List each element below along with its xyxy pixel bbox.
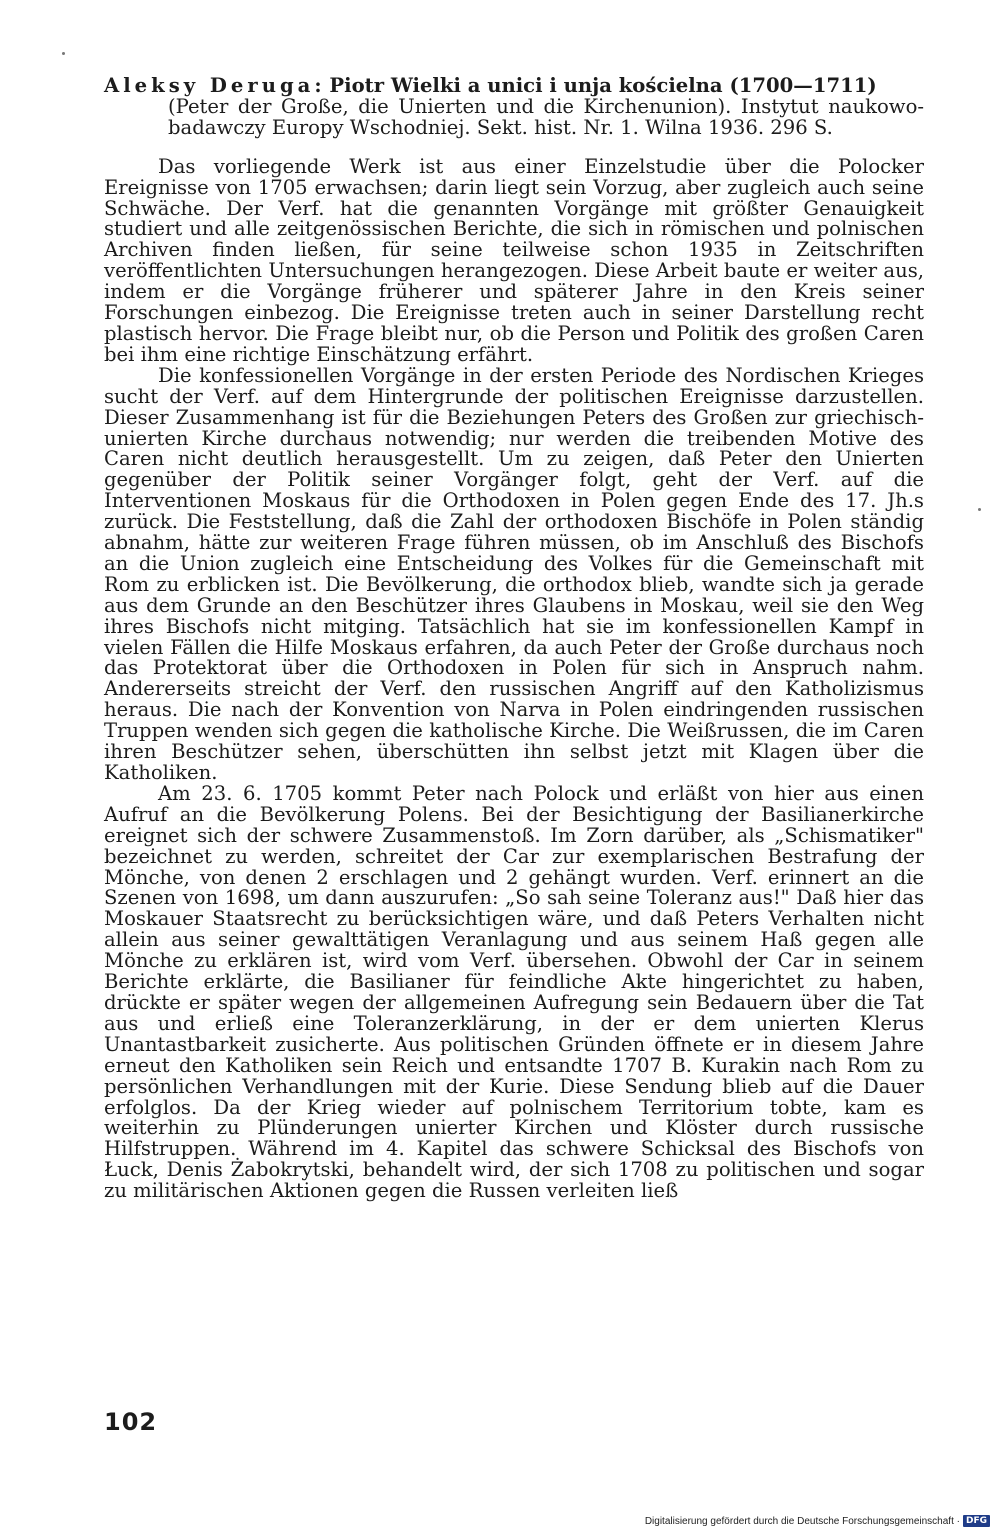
- page-content: [104, 76, 924, 1202]
- scan-speck: [978, 508, 981, 511]
- paragraph-1: Das vorliegende Werk ist aus einer Einzelstudie über die Polocker Ereignisse von 1705 erwachsen; darin liegt sein Vorzug, aber zugleich auch seine Schwäche. Der Verf. hat die genannten Vorgänge mit größter Genauigkeit studiert und alle zeitgenössischen Berichte, die sich in römischen und polnischen Archiven finden ließen, für seine teilweise schon 1935 in Zeitschriften veröffentlichten Untersuchungen herangezogen. Diese Arbeit baute er weiter aus, indem er die Vorgänge früherer und späterer Jahre in den Kreis seiner Forschungen einbezog. Die Ereignisse treten auch in seiner Darstellung recht plastisch hervor. Die Frage bleibt nur, ob die Person und Politik des großen Caren bei ihm eine richtige Einschätzung erfährt.: [104, 154, 924, 366]
- book-author-name: Aleksy Deruga: [104, 74, 315, 97]
- page-number: 102: [104, 1408, 158, 1436]
- book-author: Aleksy Deruga:: [104, 74, 323, 97]
- dfg-logo-icon: DFG: [963, 1515, 990, 1527]
- book-details: (Peter der Große, die Unierten und die Kirchenunion). Instytut naukowo-badawczy Europy Wschodniej. Sekt. hist. Nr. 1. Wilna 1936. 296 S.: [168, 94, 924, 139]
- paragraph-3: Am 23. 6. 1705 kommt Peter nach Polock und erläßt von hier aus einen Aufruf an die Bevölkerung Polens. Bei der Besichtigung der Basilianerkirche ereignet sich der schwere Zusammenstoß. Im Zorn darüber, als „Schismatiker" bezeichnet zu werden, schreitet der Car zur exemplarischen Bestrafung der Mönche, von denen 2 erschlagen und 2 gehängt wurden. Verf. erinnert an die Szenen von 1698, um dann auszurufen: „So sah seine Toleranz aus!" Daß hier das Moskauer Staatsrecht zu berücksichtigen wäre, und daß Peters Verhalten nicht allein aus seiner gewalttätigen Veranlagung und aus seinem Haß gegen alle Mönche zu erklären ist, wird vom Verf. übersehen. Obwohl der Car in seinem Berichte erklärte, die Basilianer für feindliche Akte hingerichtet zu haben, drückte er später wegen der allgemeinen Aufregung sein Bedauern über die Tat aus und erließ eine Toleranzerklärung, in der er dem unierten Klerus Unantastbarkeit zusicherte. Aus politischen Gründen öffnete er in diesem Jahre erneut den Katholiken sein Reich und entsandte 1707 B. Kurakin nach Rom zu persönlichen Verhandlungen mit der Kurie. Diese Sendung blieb auf die Dauer erfolglos. Da der Krieg wieder auf polnischem Territorium tobte, kam es weiterhin zu Plünderungen unierter Kirchen und Klöster durch russische Hilfstruppen. Während im 4. Kapitel das schwere Schicksal des Bischofs von Łuck, Denis Żabokrytski, behandelt wird, der sich 1708 zu politischen und sogar zu militärischen Aktionen gegen die Russen verleiten ließ: [104, 781, 924, 1203]
- paragraph-2: Die konfessionellen Vorgänge in der ersten Periode des Nordischen Krieges sucht der Verf. auf dem Hintergrunde der politischen Ereignisse darzustellen. Dieser Zusammenhang ist für die Beziehungen Peters des Großen zur griechisch-unierten Kirche durchaus notwendig; nur werden die treibenden Motive des Caren nicht deutlich herausgestellt. Um zu zeigen, daß Peter den Unierten gegenüber der Politik seiner Vorgänger folgt, geht der Verf. auf die Interventionen Moskaus für die Orthodoxen in Polen gegen Ende des 17. Jh.s zurück. Die Feststellung, daß die Zahl der orthodoxen Bischöfe in Polen ständig abnahm, hätte zur weiteren Frage führen müssen, ob im Anschluß des Bischofs an die Union zugleich eine Entscheidung des Volkes für die Gemeinschaft mit Rom zu erblicken ist. Die Bevölkerung, die orthodox blieb, wandte sich ja gerade aus dem Grunde an den Beschützer ihres Glaubens in Moskau, weil sie den Weg ihres Bischofs nicht mitging. Tatsächlich hat sie im konfessionellen Kampf in vielen Fällen die Hilfe Moskaus erfahren, da auch Peter der Große durchaus noch das Protektorat über die Orthodoxen in Polen für sich in Anspruch nahm. Andererseits streicht der Verf. den russischen Angriff auf den Katholizismus heraus. Die nach der Konvention von Narva in Polen eindringenden russischen Truppen wenden sich gegen die katholische Kirche. Die Weißrussen, die im Caren ihren Beschützer sehen, überschütten ihn selbst jetzt mit Klagen über die Katholiken.: [104, 363, 924, 784]
- scan-speck: [62, 52, 65, 55]
- digitization-footer: [645, 1515, 990, 1527]
- review-heading: [104, 76, 924, 139]
- review-body: [104, 154, 924, 1203]
- book-title: Piotr Wielki a unici i unja kościelna (1700—1711): [329, 74, 877, 97]
- footer-text: Digitalisierung gefördert durch die Deutsche Forschungsgemeinschaft ·: [644, 1515, 960, 1527]
